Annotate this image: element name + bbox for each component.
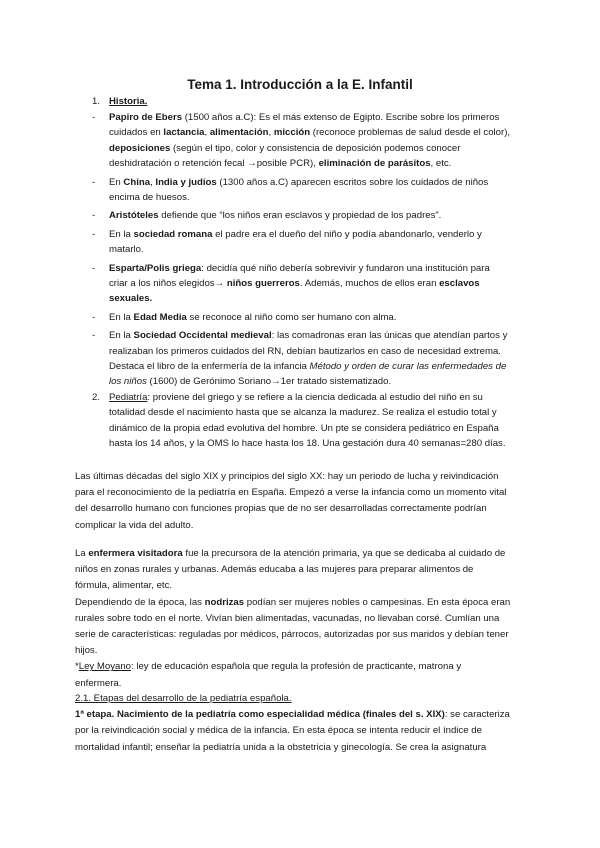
paragraph-line: fórmula, alimentar, etc. — [75, 580, 173, 592]
paragraph-line: niños en zonas rurales y urbanas. Además educaba a las mujeres para preparar alimentos de — [75, 564, 474, 576]
paragraph-line: La enfermera visitadora fue la precursora de la atención primaria, ya que se dedicaba al cuidado de — [75, 548, 506, 559]
list-item-line: Papiro de Ebers (1500 años a.C): Es el más extenso de Egipto. Escribe sobre los primeros — [109, 112, 500, 123]
bullet-dash: - — [92, 311, 96, 323]
paragraph-line: 2.1. Etapas del desarrollo de la pediatría española. — [75, 693, 292, 704]
section-line: dinámico de la propia edad evolutiva del hombre. Un pte se considera pediátrico en España — [109, 422, 499, 434]
list-item-line: En la Sociedad Occidental medieval: las comadronas eran las únicas que atendían partos y — [109, 330, 508, 342]
list-item-line: deposiciones (según el tipo, color y consistencia de deposición podemos conocer — [109, 142, 461, 154]
list-item-line: los niños (1600) de Gerónimo Soriano→1er tratado sistematizado. — [109, 376, 392, 388]
section-line: hasta los 14 años, y la OMS lo hace hasta los 18. Una gestación dura 40 semanas=280 días. — [109, 438, 506, 450]
list-item-line: cuidados en lactancia, alimentación, micción (reconoce problemas de salud desde el color), — [109, 127, 511, 139]
section-number: 2. — [92, 392, 101, 403]
bullet-dash: - — [92, 210, 96, 222]
paragraph-line: 1ª etapa. Nacimiento de la pediatría como especialidad médica (finales del s. XIX): se caracteriza — [75, 709, 510, 721]
list-item-line: criar a los niños elegidos→ niños guerreros. Además, muchos de ellos eran esclavos — [109, 278, 480, 289]
paragraph-line: mortalidad infantil; enseñar la pediatría unida a la obstetricia y ginecología. Se crea la asignatura — [75, 741, 487, 753]
section-number: 1. — [92, 96, 101, 107]
bullet-dash: - — [92, 262, 96, 274]
bullet-dash: - — [92, 112, 96, 123]
paragraph-line: *Ley Moyano: ley de educación española que regula la profesión de practicante, matrona y — [75, 661, 462, 673]
list-item-line: encima de huesos. — [109, 192, 190, 203]
list-item-line: matarlo. — [109, 244, 144, 256]
paragraph-line: complicar la vida del adulto. — [75, 519, 194, 531]
list-item-line: deshidratación o retención fecal →posible PCR), eliminación de parásitos, etc. — [109, 158, 452, 170]
list-item-line: En la Edad Media se reconoce al niño como ser humano con alma. — [109, 311, 397, 323]
bullet-dash: - — [92, 330, 96, 342]
bullet-dash: - — [92, 228, 96, 240]
document-title: Tema 1. Introducción a la E. Infantil — [187, 77, 413, 92]
list-item-line: realizaban los primeros cuidados del RN, debían bautizarlos en caso de necesidad extrema. — [109, 345, 501, 357]
section-line: totalidad desde el nacimiento hasta que se alcanza la madurez. Se realiza el estudio total y — [109, 407, 497, 419]
paragraph-line: enfermera. — [75, 677, 122, 689]
list-item-line: En la sociedad romana el padre era el dueño del niño y podía abandonarlo, venderlo y — [109, 228, 482, 240]
list-item-line: Aristóteles defiende que “los niños eran esclavos y propiedad de los padres”. — [109, 210, 442, 222]
list-item-line: sexuales. — [109, 293, 153, 305]
paragraph-line: hijos. — [75, 645, 98, 657]
paragraph-line: serie de características: reguladas por médicos, párrocos, autorizadas por sus maridos y debían tener — [75, 629, 509, 640]
bullet-dash: - — [92, 176, 96, 188]
paragraph-line: por la reivindicación social y médica de la infancia. En esta época se intenta reducir el índice de — [75, 725, 482, 737]
list-item-line: Destaca el libro de la enfermería de la infancia Método y orden de curar las enfermedades de — [109, 361, 507, 372]
section-heading: Historia. — [109, 96, 148, 107]
list-item-line: En China, India y judíos (1300 años a.C) aparecen escritos sobre los cuidados de niños — [109, 176, 489, 188]
paragraph-line: rurales sobre todo en el norte. Vivían bien alimentadas, vacunadas, no llevaban corsé. Cumlían una — [75, 612, 500, 624]
list-item-line: Esparta/Polis griega: decidía qué niño debería sobrevivir y fundaron una institución para — [109, 262, 490, 274]
section-line: Pediatría: proviene del griego y se refiere a la ciencia dedicada al estudio del niño en su — [109, 392, 483, 403]
paragraph-line: del desarrollo humano con funciones propias que de no ser desarrolladas correctamente podrían — [75, 503, 487, 515]
paragraph-line: para el reconocimiento de la pediatría en España. Empezó a verse la infancia como un momento vital — [75, 487, 507, 499]
paragraph-line: Dependiendo de la época, las nodrizas podían ser mujeres nobles o campesinas. En esta época eran — [75, 596, 511, 608]
paragraph-line: Las últimas décadas del siglo XIX y principios del siglo XX: hay un periodo de lucha y reivindicación — [75, 471, 499, 482]
